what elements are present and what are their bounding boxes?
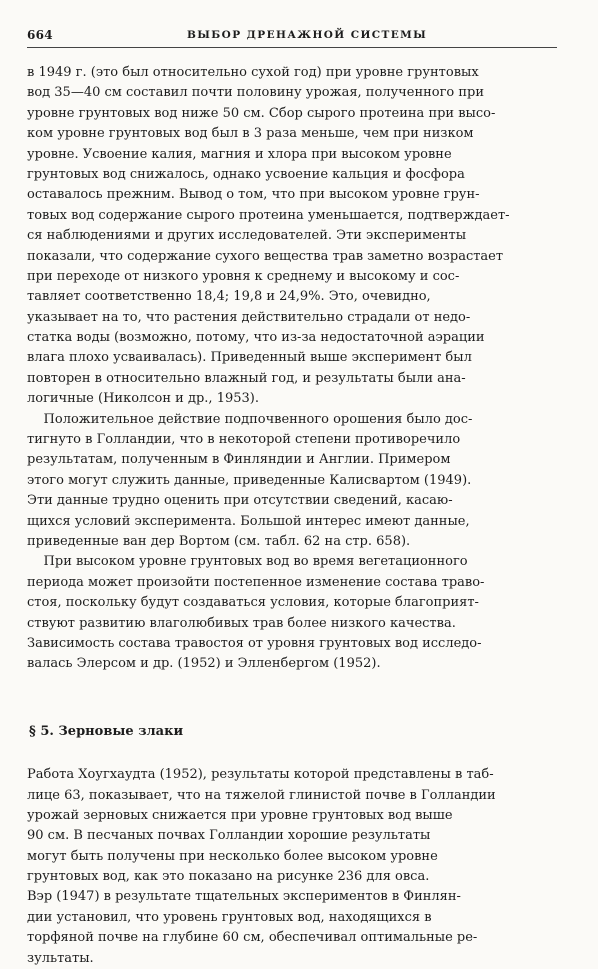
text-line: в 1949 г. (это был относительно сухой год) при уровне грунтовых (27, 65, 479, 80)
paragraph (27, 552, 555, 674)
text-line: Эти данные трудно оценить при отсутствии сведений, касаю- (27, 493, 453, 509)
text-line: при переходе от низкого уровня к среднему и высокому и сос- (27, 268, 460, 284)
text-line: могут быть получены при несколько более высоком уровне (27, 848, 438, 864)
text-line: повторен в относительно влажный год, и результаты были ана- (27, 370, 466, 386)
text-line: торфяной почве на глубине 60 см, обеспечивал оптимальные ре- (27, 930, 478, 946)
text-line: зультаты. (27, 950, 94, 966)
section-body (27, 765, 555, 969)
text-line: тавляет соответственно 18,4; 19,8 и 24,9%. Это, очевидно, (27, 289, 431, 305)
text-line: ствуют развитию влаголюбивых трав более низкого качества. (27, 615, 456, 631)
text-line: грунтовых вод снижалось, однако усвоение кальция и фосфора (27, 166, 465, 182)
text-line: логичные (Николсон и др., 1953). (27, 391, 259, 407)
text-line: Работа Хоугхаудта (1952), результаты которой представлены в таб- (27, 767, 494, 783)
text-line: грунтовых вод, как это показано на рисунке 236 для овса. (27, 869, 430, 885)
text-line: урожай зерновых снижается при уровне грунтовых вод выше (27, 807, 453, 823)
text-line: результатам, полученным в Финляндии и Англии. Примером (27, 452, 451, 468)
text-line: этого могут служить данные, приведенные Калисвартом (1949). (27, 472, 472, 488)
text-line: Положительное действие подпочвенного орошения было дос- (27, 411, 473, 427)
running-head (27, 24, 557, 44)
section-title-gap (27, 742, 555, 765)
text-line: вод 35—40 см составил почти половину урожая, полученного при (27, 85, 485, 101)
text-line: приведенные ван дер Вортом (см. табл. 62 на стр. 658). (27, 533, 411, 549)
section-title: § 5. Зерновые злаки (29, 723, 184, 739)
text-line: влага плохо усваивалась). Приведенный выше эксперимент был (27, 350, 472, 366)
paragraph (27, 410, 555, 553)
text-line: статка воды (возможно, потому, что из-за недостаточной аэрации (27, 330, 485, 346)
text-line: периода может произойти постепенное изменение состава траво- (27, 574, 485, 590)
text-line: Вэр (1947) в результате тщательных экспериментов в Финлян- (27, 889, 461, 905)
header-rule (27, 47, 557, 48)
text-line: тигнуто в Голландии, что в некоторой степени противоречило (27, 432, 461, 448)
text-line: ся наблюдениями и других исследователей. Эти эксперименты (27, 228, 467, 244)
text-line: 90 см. В песчаных почвах Голландии хорошие результаты (27, 828, 431, 844)
text-line: лице 63, показывает, что на тяжелой глинистой почве в Голландии (27, 787, 496, 803)
text-line: уровне. Усвоение калия, магния и хлора при высоком уровне (27, 146, 452, 162)
text-line: При высоком уровне грунтовых вод во время вегетационного (27, 554, 468, 570)
paragraphs (27, 63, 555, 675)
text-line: указывает на то, что растения действительно страдали от недо- (27, 309, 471, 325)
text-line: стоя, поскольку будут создаваться условия, которые благоприят- (27, 595, 479, 611)
page-body (27, 63, 555, 969)
text-line: щихся условий эксперимента. Большой интерес имеют данные, (27, 513, 470, 529)
text-line: оставалось прежним. Вывод о том, что при высоком уровне грун- (27, 187, 480, 203)
text-line: показали, что содержание сухого вещества трав заметно возрастает (27, 248, 504, 264)
section-gap (27, 675, 555, 722)
text-line: уровне грунтовых вод ниже 50 см. Сбор сырого протеина при высо- (27, 105, 496, 121)
running-title: ВЫБОР ДРЕНАЖНОЙ СИСТЕМЫ (187, 29, 428, 41)
page-number: 664 (27, 28, 53, 42)
paragraph (27, 63, 555, 410)
text-line: валась Элерсом и др. (1952) и Элленбергом (1952). (27, 656, 381, 672)
text-line: ком уровне грунтовых вод был в 3 раза меньше, чем при низком (27, 126, 474, 142)
text-line: товых вод содержание сырого протеина уменьшается, подтверждает- (27, 207, 510, 223)
text-line: дии установил, что уровень грунтовых вод, находящихся в (27, 909, 432, 925)
text-line: Зависимость состава травостоя от уровня грунтовых вод исследо- (27, 635, 482, 651)
